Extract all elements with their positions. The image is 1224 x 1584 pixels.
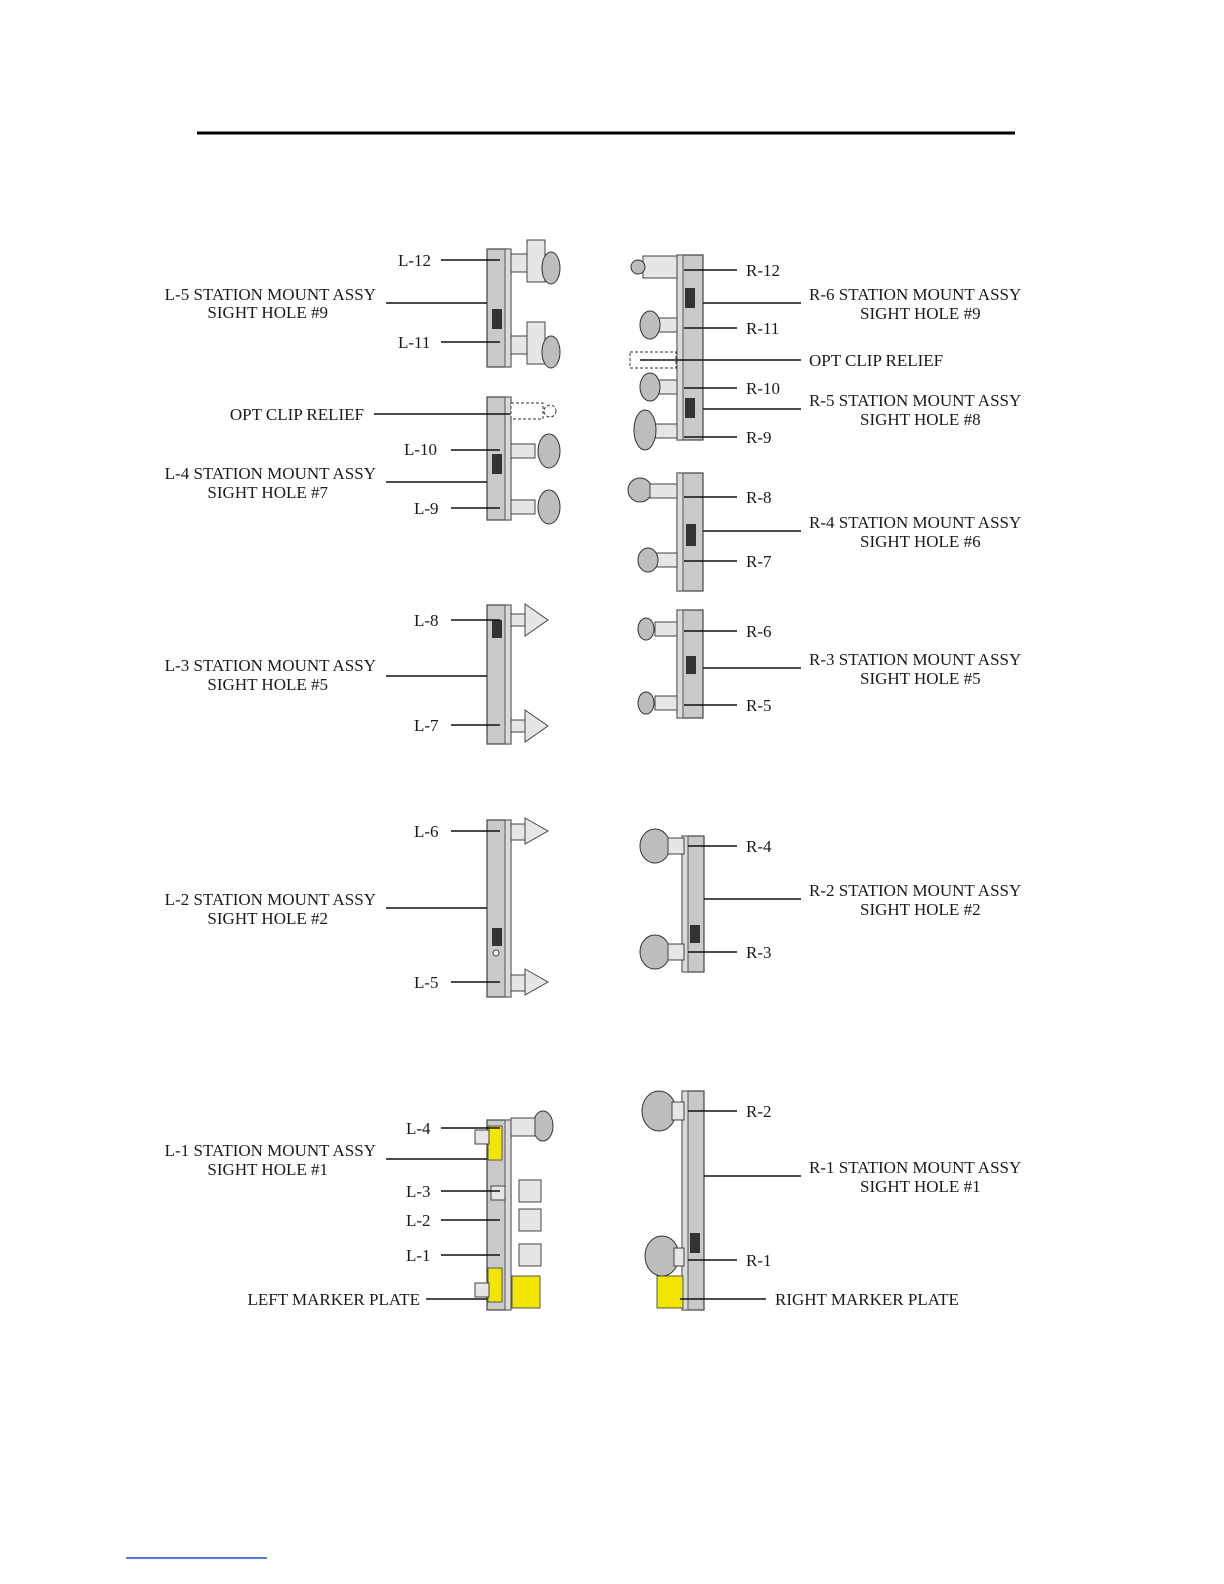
label-right-marker-plate: RIGHT MARKER PLATE (775, 1290, 959, 1309)
label-l3: L-3 (406, 1182, 431, 1201)
r6-r5-station-mount-drawing (630, 255, 703, 450)
label-r12: R-12 (746, 261, 780, 280)
label-r11: R-11 (746, 319, 780, 338)
label-l5: L-5 (414, 973, 439, 992)
l3-station-mount-drawing (487, 604, 548, 744)
label-l9: L-9 (414, 499, 439, 518)
label-r1-hole: SIGHT HOLE #1 (860, 1177, 981, 1196)
label-r5-assy: R-5 STATION MOUNT ASSY (809, 391, 1022, 410)
r1-station-mount-drawing (642, 1091, 704, 1310)
label-r9: R-9 (746, 428, 772, 447)
label-r6-assy: R-6 STATION MOUNT ASSY (809, 285, 1022, 304)
label-r4-assy: R-4 STATION MOUNT ASSY (809, 513, 1022, 532)
label-r1: R-1 (746, 1251, 772, 1270)
leader-lines (374, 260, 801, 1299)
label-r2-hole: SIGHT HOLE #2 (860, 900, 981, 919)
r2-station-mount-drawing (640, 829, 704, 972)
l1-station-mount-drawing (475, 1111, 553, 1310)
label-l1-assy: L-1 STATION MOUNT ASSY (164, 1141, 376, 1160)
label-l1: L-1 (406, 1246, 431, 1265)
l5-station-mount-drawing (487, 240, 560, 368)
label-r3: R-3 (746, 943, 772, 962)
label-r3-hole: SIGHT HOLE #5 (860, 669, 981, 688)
label-r5-hole: SIGHT HOLE #8 (860, 410, 981, 429)
label-r4-hole: SIGHT HOLE #6 (860, 532, 981, 551)
label-left-marker-plate: LEFT MARKER PLATE (247, 1290, 420, 1309)
label-l1-hole: SIGHT HOLE #1 (207, 1160, 328, 1179)
label-l7: L-7 (414, 716, 439, 735)
label-r2: R-2 (746, 1102, 772, 1121)
label-r2-assy: R-2 STATION MOUNT ASSY (809, 881, 1022, 900)
label-l5-hole: SIGHT HOLE #9 (207, 303, 328, 322)
label-l8: L-8 (414, 611, 439, 630)
label-l3-hole: SIGHT HOLE #5 (207, 675, 328, 694)
label-l5-assy: L-5 STATION MOUNT ASSY (164, 285, 376, 304)
r4-station-mount-drawing (628, 473, 703, 591)
label-l2: L-2 (406, 1211, 431, 1230)
label-l3-assy: L-3 STATION MOUNT ASSY (164, 656, 376, 675)
label-l11: L-11 (398, 333, 431, 352)
label-l6: L-6 (414, 822, 439, 841)
l4-station-mount-drawing (487, 397, 560, 524)
label-r4: R-4 (746, 837, 772, 856)
label-r10: R-10 (746, 379, 780, 398)
label-r5: R-5 (746, 696, 772, 715)
label-l2-assy: L-2 STATION MOUNT ASSY (164, 890, 376, 909)
label-l10: L-10 (404, 440, 438, 459)
label-l4-hole: SIGHT HOLE #7 (207, 483, 328, 502)
label-l4: L-4 (406, 1119, 431, 1138)
label-l2-hole: SIGHT HOLE #2 (207, 909, 328, 928)
r3-station-mount-drawing (638, 610, 703, 718)
label-l12: L-12 (398, 251, 432, 270)
label-opt-clip-left: OPT CLIP RELIEF (229, 405, 364, 424)
label-l4-assy: L-4 STATION MOUNT ASSY (164, 464, 376, 483)
l2-station-mount-drawing (487, 818, 548, 997)
label-r7: R-7 (746, 552, 772, 571)
label-r3-assy: R-3 STATION MOUNT ASSY (809, 650, 1022, 669)
label-r1-assy: R-1 STATION MOUNT ASSY (809, 1158, 1022, 1177)
label-r8: R-8 (746, 488, 772, 507)
label-r6: R-6 (746, 622, 772, 641)
label-opt-clip-right: OPT CLIP RELIEF (809, 351, 944, 370)
label-r6-hole: SIGHT HOLE #9 (860, 304, 981, 323)
